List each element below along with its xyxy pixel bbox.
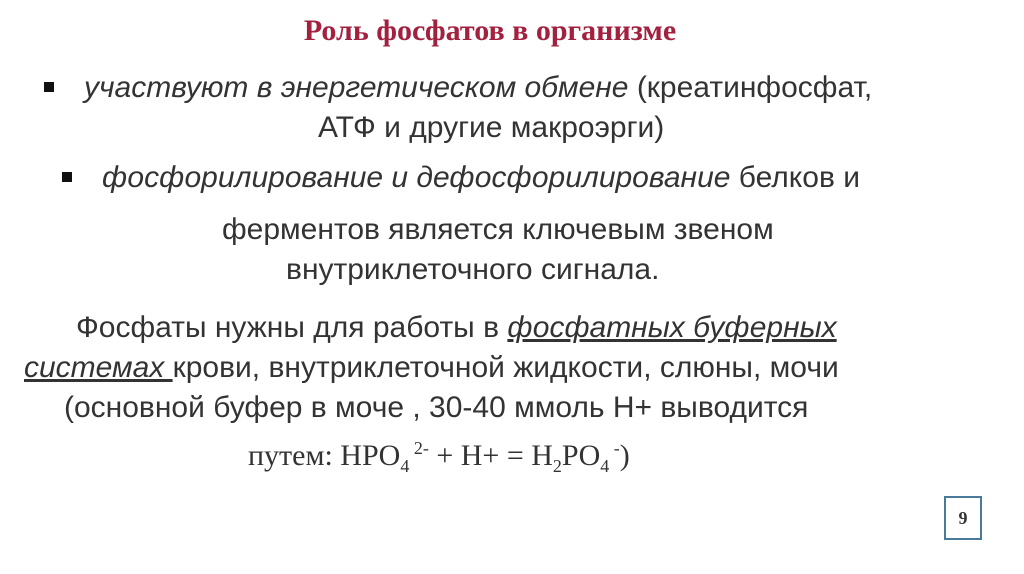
formula-po: PO [561, 439, 601, 472]
bullet2-line1 [102, 160, 860, 196]
formula-close: ) [619, 439, 630, 472]
paragraph-line4 [248, 430, 630, 484]
systems-link: системах [24, 351, 173, 384]
page-number: 9 [958, 507, 968, 528]
paragraph-line2 [24, 350, 839, 386]
bullet1-line2: АТФ и другие макроэрги) [318, 111, 665, 144]
bullet-square-icon [62, 172, 72, 182]
bullet1-rest: (креатинфосфат, [628, 71, 873, 104]
bullet-square-icon [44, 82, 54, 92]
paragraph-line1-pre: Фосфаты нужны для работы в [76, 311, 508, 344]
formula-hpo: путем: HPO [248, 439, 401, 472]
formula-sub: 4 [600, 456, 610, 476]
bullet2-line3: внутриклеточного сигнала. [286, 253, 660, 286]
bullet2-line2: ферментов является ключевым звеном [222, 213, 774, 246]
bullet2-rest: белков и [730, 161, 860, 194]
paragraph-line1 [76, 310, 837, 346]
formula-sup: 2- [409, 438, 429, 458]
bullet1-line1 [84, 70, 872, 106]
slide-title: Роль фосфатов в организме [303, 14, 677, 47]
paragraph-line2-rest: крови, внутриклеточной жидкости, слюны, мочи [172, 351, 839, 384]
paragraph-line3: (основной буфер в моче , 30-40 ммоль Н+ выводится [64, 391, 809, 424]
formula-sub: 4 [400, 456, 410, 476]
formula-sup: - [609, 438, 620, 458]
bullet1-italic: участвуют в энергетическом обмене [84, 71, 629, 104]
phosphate-buffer-link: фосфатных буферных [507, 311, 837, 344]
formula-sub: 2 [552, 456, 562, 476]
formula-plus: + H+ = H [428, 439, 553, 472]
page-number-box [944, 496, 982, 540]
bullet2-italic: фосфорилирование и дефосфорилирование [102, 161, 731, 194]
